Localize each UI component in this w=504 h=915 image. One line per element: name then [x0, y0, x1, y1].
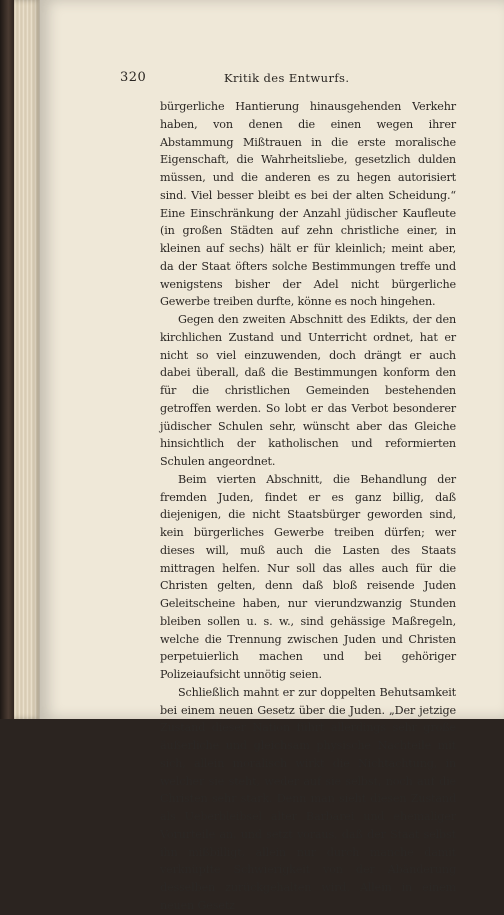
paragraph-4: Schließlich mahnt er zur doppelten Behutsamkeit bei einem neuen Gesetz über die Juden. „Der jetzige Zustand dieser Nation führt allerdings sehr große äußerliche und gleichsam physische Nachteile mit sich, allein moralisch wirkt die Nichtachtung, in welcher sie steht, weder auf sie selbst, noch auf die Christen sehr stark. Denn man sieht diesen Zustand als Ueberbleibsel alter Barbarei und ehemaliger Vorurteile an, und setzt voraus, daß der Staat selbst ihn mißbilligt, allein nur durch manche damit verknüpfte Schwierigkeit von der Abänderung desselben zurückgehalten wird. Allein in einem neuen Gesetz	[160, 685, 456, 912]
paragraph-1: bürgerliche Hantierung hinausgehenden Verkehr haben, von denen die einen wegen ihrer Abstammung Mißtrauen in die erste moralische Eigenschaft, die Wahrheitsliebe, gesetzlich dulden müssen, und die anderen es zu hegen autorisiert sind. Viel besser bleibt es bei der alten Scheidung.“ Eine Einschränkung der Anzahl jüdischer Kaufleute (in großen Städten auf zehn christliche einer, in kleinen auf sechs) hält er für kleinlich; meint aber, da der Staat öfters solche Bestimmungen treffe und wenigstens bisher der Adel nicht bürgerliche Gewerbe treiben durfte, könne es noch hingehen.	[160, 100, 456, 309]
paragraph-2: Gegen den zweiten Abschnitt des Edikts, der den kirchlichen Zustand und Unterricht ordnet, hat er nicht so viel einzuwenden, doch drängt er auch dabei überall, daß die Bestimmungen konform den für die christlichen Gemeinden bestehenden getroffen werden. So lobt er das Verbot besonderer jüdischer Schulen sehr, wünscht aber das Gleiche hinsichtlich der katholischen und reformierten Schulen angeordnet.	[160, 313, 456, 468]
body-text	[160, 98, 456, 915]
running-head: Kritik des Entwurfs.	[224, 71, 350, 85]
page-number: 320	[120, 70, 147, 85]
page-header	[118, 70, 458, 92]
page-edges	[14, 0, 40, 719]
book-spine	[0, 0, 14, 719]
paragraph-3: Beim vierten Abschnitt, die Behandlung der fremden Juden, findet er es ganz billig, daß diejenigen, die nicht Staatsbürger geworden sind, kein bürgerliches Gewerbe treiben dürfen; wer dieses will, muß auch die Lasten des Staats mittragen helfen. Nur soll das alles auch für die Christen gelten, denn daß bloß reisende Juden Geleitscheine haben, nur vierundzwanzig Stunden bleiben sollen u. s. w., sind gehässige Maßregeln, welche die Trennung zwischen Juden und Christen perpetuierlich machen und bei gehöriger Polizeiaufsicht unnötig seien.	[160, 472, 456, 681]
